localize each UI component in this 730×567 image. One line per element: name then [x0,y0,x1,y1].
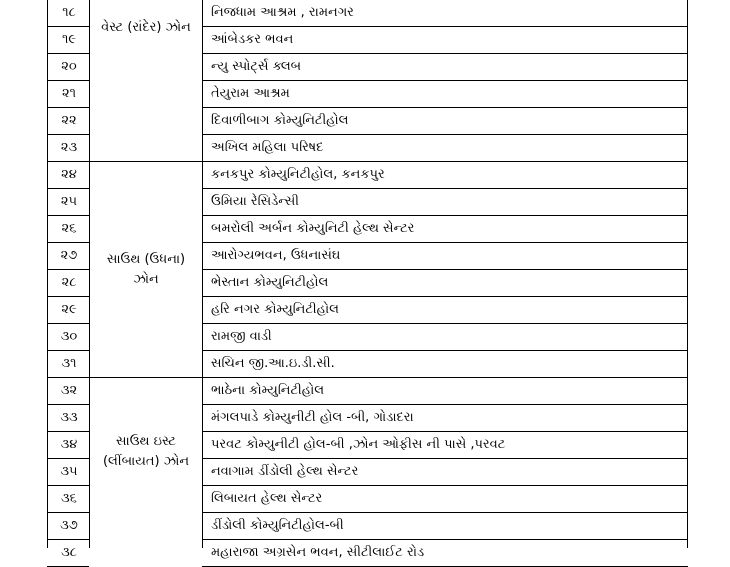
row-location: કનકપુર કોમ્યુનિટીહોલ, કનકપુર [211,167,385,182]
row-location: દિવાળીબાગ કોમ્યુનિટીહોલ [211,113,349,128]
column-divider [47,0,48,548]
row-location: હરિ નગર કોમ્યુનિટીહોલ [211,302,339,317]
zone-cell-south-east [89,432,203,472]
row-number: ૨૩ [60,140,78,155]
row-location: મંગલપાડે કોમ્યુનીટી હોલ -બી, ગોડાદરા [211,410,414,425]
row-number: ૧૯ [61,32,77,47]
row-number: ૩૦ [60,329,78,344]
row-number: ૩૨ [60,383,78,398]
zone-cell-south [89,250,203,290]
row-number: ૧૮ [62,5,76,20]
zone-name-line: (લીંબાયત) ઝોન [102,454,190,469]
row-location: બમરોલી અર્બન કોમ્યુનિટી હેલ્થ સેન્ટર [211,221,415,236]
column-divider [687,0,688,548]
row-location: ન્યુ સ્પોર્ટ્સ ક્લબ [211,59,302,74]
row-location: નવાગામ ડીંડોલી હેલ્થ સેન્ટર [211,464,359,479]
row-location: પરવટ કોમ્યુનીટી હોલ-બી ,ઝોન ઓફીસ ની પાસે ,પરવટ [211,437,506,452]
row-number: ૩૬ [61,491,77,506]
row-number: ૩૧ [61,356,77,371]
row-number: ૩૩ [60,410,78,425]
row-location: રામજી વાડી [211,329,272,344]
row-number: ૩૪ [60,437,78,452]
row-number: ૨૨ [61,113,77,128]
row-location: ઉમિયા રેસિડેન્સી [211,194,299,209]
row-number: ૨૯ [61,302,77,317]
row-number: ૨૧ [61,86,76,101]
row-location: લિબાયત હેલ્થ સેન્ટર [211,491,323,506]
zone-name-line: સાઉથ (ઉધના) [106,252,186,267]
zone-name-line: ઝોન [133,272,159,287]
row-location: સચિન જી.આ.ઇ.ડી.સી. [211,356,335,371]
row-number: ૨૦ [61,59,77,74]
row-location: નિજધામ આશ્રમ , રામનગર [211,5,354,20]
row-number: ૩૫ [60,464,78,479]
zone-name-line: સાઉથ ઇસ્ટ [115,434,176,449]
row-number: ૨૭ [60,248,78,263]
row-location: અખિલ મહિલા પરિષદ [211,140,324,155]
zone-name-line: વેસ્ટ (રાંદેર) ઝોન [101,20,191,35]
row-number: ૨૮ [61,275,77,290]
row-location: ભેસ્તાન કોમ્યુનિટીહોલ [211,275,329,290]
row-number: ૩૮ [61,545,77,560]
row-location: આરોગ્યભવન, ઉધનાસંઘ [211,248,341,263]
row-number: ૨૬ [61,221,77,236]
row-location: આંબેડકર ભવન [211,32,294,47]
row-number: ૨૫ [60,194,78,209]
row-location: ભાઠેના કોમ્યુનિટીહોલ [211,383,325,398]
row-location: ડીંડોલી કોમ્યુનિટીહોલ-બી [211,518,344,533]
row-location: મહારાજા અગ્રસેન ભવન, સીટીલાઈટ રોડ [211,545,425,560]
row-number: ૩૭ [60,518,78,533]
zone-cell-west [89,18,203,38]
row-location: તેયુરામ આશ્રમ [211,86,290,101]
row-number: ૨૪ [61,167,77,182]
